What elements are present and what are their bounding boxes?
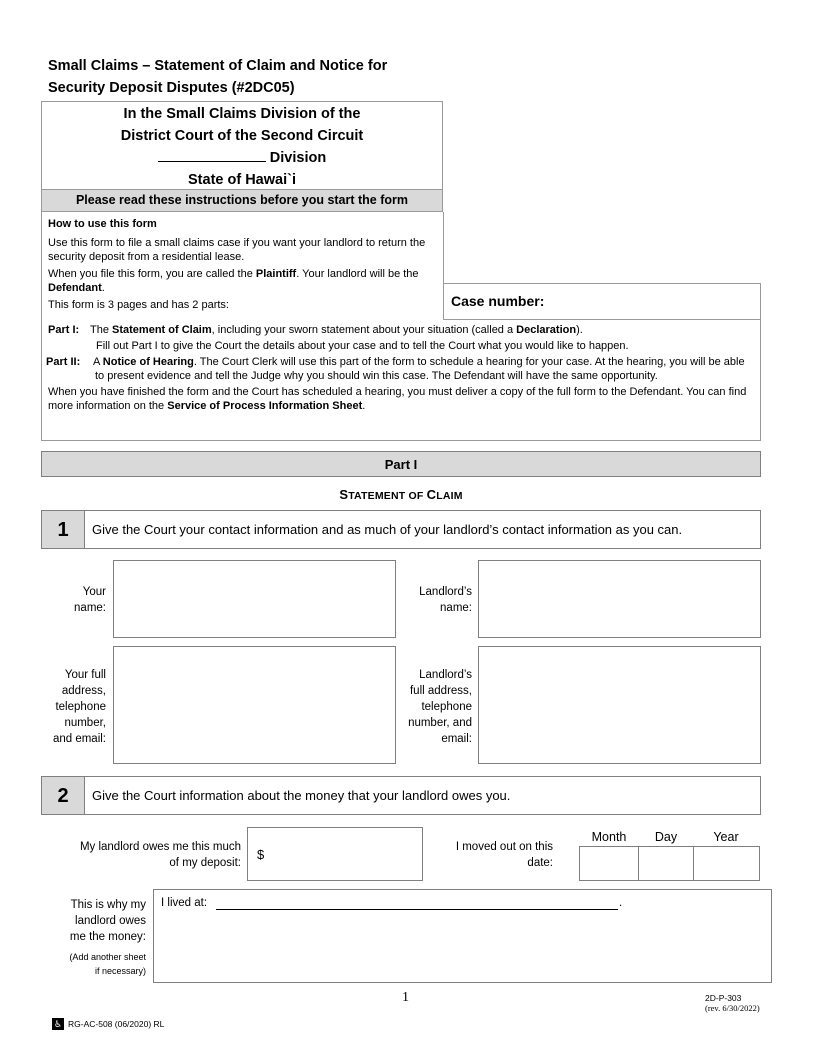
owes-label-l2: of my deposit: bbox=[169, 857, 241, 869]
part1-text-c: ). bbox=[576, 324, 583, 336]
p2-defendant: Defendant bbox=[48, 282, 102, 294]
case-number-box[interactable] bbox=[443, 283, 761, 320]
why-note-l2: if necessary) bbox=[94, 966, 146, 976]
why-note bbox=[40, 950, 146, 978]
service-sheet-name: Service of Process Information Sheet bbox=[167, 400, 363, 412]
landlord-address-label bbox=[390, 667, 472, 747]
instructions-bar: Please read these instructions before you start the form bbox=[41, 189, 443, 212]
moved-out-label bbox=[420, 839, 553, 871]
part1-sub: Fill out Part I to give the Court the details about your case and to tell the Court what you would like to happen. bbox=[96, 340, 629, 352]
section-subtitle bbox=[41, 487, 761, 502]
why-label bbox=[40, 897, 146, 945]
deposit-amount-field[interactable] bbox=[247, 827, 423, 881]
part1-text-a: The bbox=[90, 324, 113, 336]
part2-noh: Notice of Hearing bbox=[102, 356, 194, 368]
move-out-year-field[interactable] bbox=[693, 846, 760, 881]
division-line bbox=[42, 147, 442, 170]
header-notch bbox=[443, 100, 763, 212]
p2-plaintiff: Plaintiff bbox=[255, 268, 297, 280]
landlord-address-l5: email: bbox=[441, 733, 472, 745]
subtitle-cap1: S bbox=[339, 487, 349, 502]
move-out-month-field[interactable] bbox=[579, 846, 639, 881]
p2-text-c: . bbox=[101, 282, 105, 294]
landlord-address-l4: number, and bbox=[408, 717, 472, 729]
part2-description bbox=[48, 355, 756, 383]
landlord-name-label-l2: name: bbox=[440, 602, 472, 614]
landlord-address-l1: Landlord’s bbox=[419, 669, 472, 681]
instructions-text bbox=[48, 217, 440, 315]
case-number-label: Case number: bbox=[451, 293, 545, 309]
step2-number: 2 bbox=[42, 777, 85, 814]
revision-date: (rev. 6/30/2022) bbox=[705, 1003, 760, 1013]
step2-header bbox=[41, 776, 761, 815]
form-code: 2D-P-303 bbox=[705, 993, 742, 1003]
wheelchair-icon: ♿ bbox=[53, 1019, 63, 1029]
instructions-notch bbox=[444, 212, 762, 283]
form-code-block bbox=[705, 993, 760, 1013]
subtitle-small1: TATEMENT OF bbox=[348, 490, 427, 502]
your-address-l2: address, bbox=[61, 685, 106, 697]
part1-declaration: Declaration bbox=[516, 324, 577, 336]
p2-text-a: When you file this form, you are called the bbox=[48, 268, 256, 280]
your-address-l3: telephone bbox=[55, 701, 106, 713]
part2-label: Part II: bbox=[46, 356, 81, 368]
your-address-field[interactable] bbox=[113, 646, 396, 764]
move-out-day-field[interactable] bbox=[638, 846, 694, 881]
lived-at-label: I lived at: bbox=[161, 897, 208, 909]
your-name-field[interactable] bbox=[113, 560, 396, 638]
rg-code: RG-AC-508 (06/2020) RL bbox=[68, 1019, 165, 1029]
why-note-l1: (Add another sheet bbox=[69, 952, 146, 962]
your-name-label-l2: name: bbox=[74, 602, 106, 614]
step1-text: Give the Court your contact information and as much of your landlord’s contact information as you can. bbox=[92, 522, 683, 537]
your-address-label bbox=[40, 667, 106, 747]
instructions-p2 bbox=[48, 267, 440, 295]
why-owed-field[interactable] bbox=[153, 889, 772, 983]
your-address-l1: Your full bbox=[64, 669, 106, 681]
part2-text-a: A bbox=[93, 356, 103, 368]
why-label-l3: me the money: bbox=[69, 931, 146, 943]
final-instruction bbox=[48, 385, 756, 413]
instructions-p3: This form is 3 pages and has 2 parts: bbox=[48, 299, 229, 311]
why-label-l2: landlord owes bbox=[75, 915, 146, 927]
moved-label-l2: date: bbox=[527, 857, 553, 869]
owes-label-l1: My landlord owes me this much bbox=[79, 841, 241, 853]
landlord-name-field[interactable] bbox=[478, 560, 761, 638]
why-label-l1: This is why my bbox=[70, 899, 146, 911]
division-blank[interactable] bbox=[158, 147, 266, 162]
your-address-l4: number, bbox=[64, 717, 106, 729]
part-title: Part I bbox=[41, 451, 761, 477]
lived-at-period: . bbox=[619, 897, 623, 909]
moved-label-l1: I moved out on this bbox=[455, 841, 553, 853]
court-state: State of Hawai`i bbox=[188, 171, 296, 188]
form-title-line1: Small Claims – Statement of Claim and Notice for bbox=[48, 58, 388, 74]
p2-text-b: . Your landlord will be the bbox=[296, 268, 419, 280]
part1-label: Part I: bbox=[48, 324, 80, 336]
final-text-b: . bbox=[362, 400, 366, 412]
landlord-name-label-l1: Landlord’s bbox=[419, 586, 472, 598]
dollar-sign: $ bbox=[257, 847, 265, 862]
part1-description bbox=[48, 323, 756, 337]
part1-text-b: , including your sworn statement about your situation (called a bbox=[211, 324, 517, 336]
parts-list bbox=[48, 323, 756, 415]
your-name-label-l1: Your bbox=[82, 586, 106, 598]
part1-soc: Statement of Claim bbox=[112, 324, 212, 336]
subtitle-cap2: C bbox=[426, 487, 437, 502]
landlord-address-l3: telephone bbox=[421, 701, 472, 713]
form-title-line2: Security Deposit Disputes (#2DC05) bbox=[48, 80, 295, 96]
form-title bbox=[48, 55, 448, 99]
step2-text: Give the Court information about the money that your landlord owes you. bbox=[92, 788, 511, 803]
landlord-address-l2: full address, bbox=[409, 685, 472, 697]
court-header bbox=[41, 101, 443, 189]
lived-at-line[interactable] bbox=[216, 909, 618, 910]
instructions-p1: Use this form to file a small claims case if you want your landlord to return the security deposit from a residential lease. bbox=[48, 237, 426, 263]
instructions-heading: How to use this form bbox=[48, 218, 157, 230]
part2-text-b: . The Court Clerk will use this part of the form to schedule a hearing for your case. At the hearing, you will be able to present evidence and tell the Judge why you should win this case. The Defendant will have the same opportunity. bbox=[95, 356, 745, 382]
step1-number: 1 bbox=[42, 511, 85, 548]
your-name-label bbox=[40, 584, 106, 616]
final-text-a: When you have finished the form and the Court has scheduled a hearing, you must deliver a copy of the full form to the Defendant. You can find more information on the bbox=[48, 386, 747, 412]
your-address-l5: and email: bbox=[52, 733, 106, 745]
footer-rg bbox=[52, 1018, 164, 1030]
month-header: Month bbox=[591, 830, 627, 844]
year-header: Year bbox=[713, 830, 739, 844]
step1-header bbox=[41, 510, 761, 549]
subtitle-small2: LAIM bbox=[436, 490, 463, 502]
page-number: 1 bbox=[402, 990, 409, 1005]
landlord-name-label bbox=[390, 584, 472, 616]
division-label: Division bbox=[269, 150, 327, 166]
court-line1: In the Small Claims Division of the bbox=[123, 106, 361, 122]
court-line2: District Court of the Second Circuit bbox=[120, 127, 364, 144]
owes-label bbox=[40, 839, 241, 871]
landlord-address-field[interactable] bbox=[478, 646, 761, 764]
day-header: Day bbox=[654, 830, 678, 844]
